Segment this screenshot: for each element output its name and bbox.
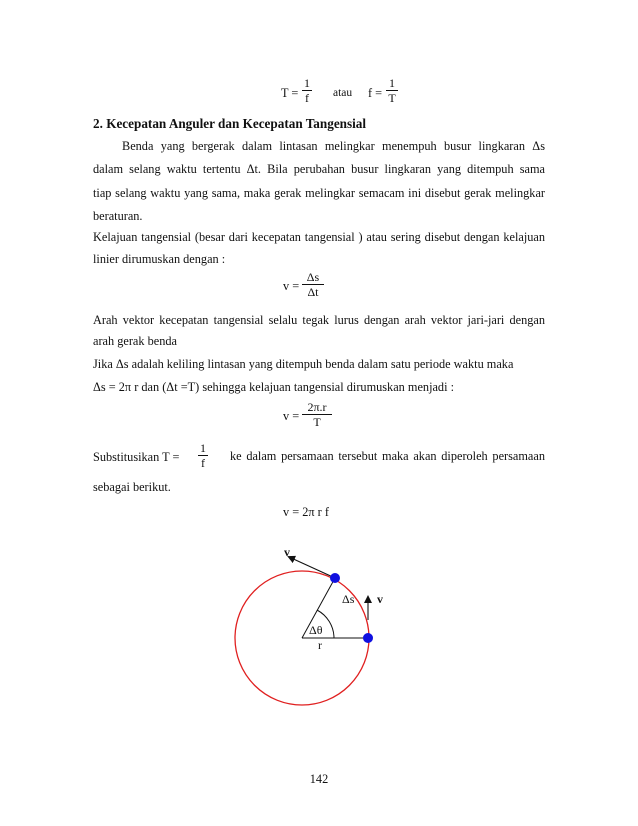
label-r: r xyxy=(318,638,322,652)
fraction-denominator: T xyxy=(313,415,321,429)
formula-velocity-3: v = 2π r f xyxy=(283,505,329,519)
object-position-top xyxy=(330,573,340,583)
fraction-numerator: 2π.r xyxy=(307,400,327,414)
formula-v1-lhs: v = xyxy=(283,279,300,293)
formula-v2-lhs: v = xyxy=(283,409,300,423)
object-position-right xyxy=(363,633,373,643)
section-heading: 2. Kecepatan Anguler dan Kecepatan Tangensial xyxy=(93,116,367,131)
formula-period-lhs2: f = xyxy=(368,86,383,100)
para1-line4: beraturan. xyxy=(93,209,143,223)
label-delta-s: Δs xyxy=(342,592,355,606)
fraction-numerator: 1 xyxy=(200,441,206,455)
para2-line1: Kelajuan tangensial (besar dari kecepatan tangensial ) atau sering disebut dengan kelajuan xyxy=(93,230,545,244)
para3-line1: Arah vektor kecepatan tangensial selalu tegak lurus dengan arah vektor jari-jari dengan xyxy=(93,313,545,327)
para5-suffix: ke dalam persamaan tersebut maka akan diperoleh persamaan xyxy=(230,449,545,463)
fraction-denominator: f xyxy=(305,91,309,105)
fraction-numerator: 1 xyxy=(389,76,395,90)
para3-line2: arah gerak benda xyxy=(93,334,177,348)
para5-line2: sebagai berikut. xyxy=(93,480,171,494)
para4-line1: Jika Δs adalah keliling lintasan yang ditempuh benda dalam satu periode waktu maka xyxy=(93,357,514,371)
para4-line2: Δs = 2π r dan (Δt =T) sehingga kelajuan tangensial dirumuskan menjadi : xyxy=(93,380,454,394)
para1-line3: tiap selang waktu yang sama, maka gerak melingkar semacam ini disebut gerak melingkar xyxy=(93,186,545,200)
fraction-denominator: Δt xyxy=(307,285,319,299)
velocity-vector-top xyxy=(289,557,335,578)
para1-line2: dalam selang waktu tertentu Δt. Bila perubahan busur lingkaran yang ditempuh sama xyxy=(93,162,545,176)
label-v-top: v xyxy=(284,545,290,559)
para5-prefix: Substitusikan T = xyxy=(93,450,180,464)
formula-period-lhs1: T = xyxy=(281,86,299,100)
fraction-numerator: 1 xyxy=(304,76,310,90)
fraction-numerator: Δs xyxy=(306,270,320,284)
para2-line2: linier dirumuskan dengan : xyxy=(93,252,226,266)
label-delta-theta: Δθ xyxy=(309,623,323,637)
fraction-denominator: T xyxy=(388,91,396,105)
fraction-denominator: f xyxy=(201,456,205,470)
para1-line1: Benda yang bergerak dalam lintasan melingkar menempuh busur lingkaran Δs xyxy=(122,139,545,153)
formula-period-connector: atau xyxy=(333,87,353,99)
label-v-right: v xyxy=(377,592,383,606)
page-number: 142 xyxy=(309,772,329,786)
